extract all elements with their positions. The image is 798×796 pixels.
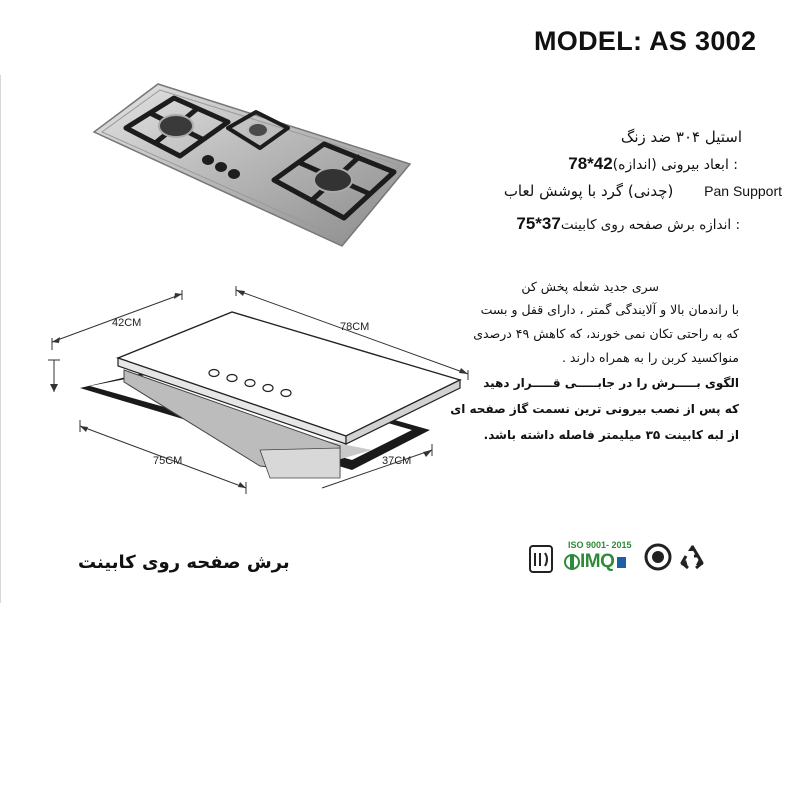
- spec-pan-support: [504, 182, 782, 200]
- dim-width-label: 78CM: [340, 321, 370, 333]
- install-note-3: از لبه کابینت ۳۵ میلیمتر فاصله داشته باشد.: [483, 428, 739, 442]
- spec-cut-size-value: 75*37: [516, 214, 561, 233]
- install-note-2: که پس از نصب بیرونی ترین نسمت گاز صفحه ای: [450, 402, 739, 416]
- standard-mark-icon: [528, 544, 554, 574]
- model-code: AS 3002: [649, 26, 757, 56]
- knob-1: [202, 155, 214, 165]
- spec-pan-support-label: Pan Support: [704, 183, 782, 199]
- burner-left: [159, 115, 193, 137]
- spec-outer-size-label: : ابعاد بیرونی (اندازه): [612, 157, 738, 173]
- install-note-1: الگوی بـــــرش را در جابـــــی قـــــرار دهید: [483, 376, 739, 390]
- model-title: [534, 26, 756, 57]
- spec-cut-size-label: : اندازه برش صفحه روی کابینت: [560, 217, 740, 233]
- imq-label: IMQ: [580, 551, 615, 572]
- knob-3: [228, 169, 240, 179]
- spec-outer-size: [568, 154, 738, 174]
- knob-2: [215, 162, 227, 172]
- model-label: MODEL:: [534, 26, 643, 56]
- feature-2: با راندمان بالا و آلایندگی گمتر ، دارای قفل و بست: [480, 302, 739, 317]
- burner-middle: [248, 123, 268, 137]
- cooktop-image: [88, 80, 418, 250]
- feature-4: منواکسید کربن را به همراه دارند .: [561, 350, 739, 365]
- feature-3: که به راحتی تکان نمی خورند، که کاهش ۴۹ درصدی: [473, 326, 739, 341]
- imq-flag: [617, 557, 626, 568]
- cooktop-plate: [94, 84, 410, 246]
- burner-right: [314, 168, 352, 192]
- left-divider: [0, 75, 1, 603]
- cabinet-cut-caption: برش صفحه روی کابینت: [78, 552, 290, 573]
- dim-cut-width-label: 75CM: [153, 455, 183, 467]
- spec-cut-size: [516, 214, 740, 234]
- iso-label: ISO 9001- 2015: [568, 540, 632, 550]
- imq-cert-icon: [564, 552, 580, 572]
- spec-outer-size-value: 78*42: [568, 154, 613, 173]
- dim-depth-label: 42CM: [112, 317, 142, 329]
- feature-1: سری جدید شعله پخش کن: [521, 279, 659, 294]
- spec-steel: استیل ۳۰۴ ضد زنگ: [620, 128, 742, 146]
- dimension-drawing: [40, 280, 490, 500]
- certifications: [528, 540, 718, 580]
- dim-cut-depth-label: 37CM: [382, 455, 412, 467]
- inet-cert-icon: [644, 543, 672, 571]
- spec-pan-support-text: (چدنی) گرد با پوشش لعاب: [503, 182, 674, 200]
- recycle-icon: [678, 543, 706, 571]
